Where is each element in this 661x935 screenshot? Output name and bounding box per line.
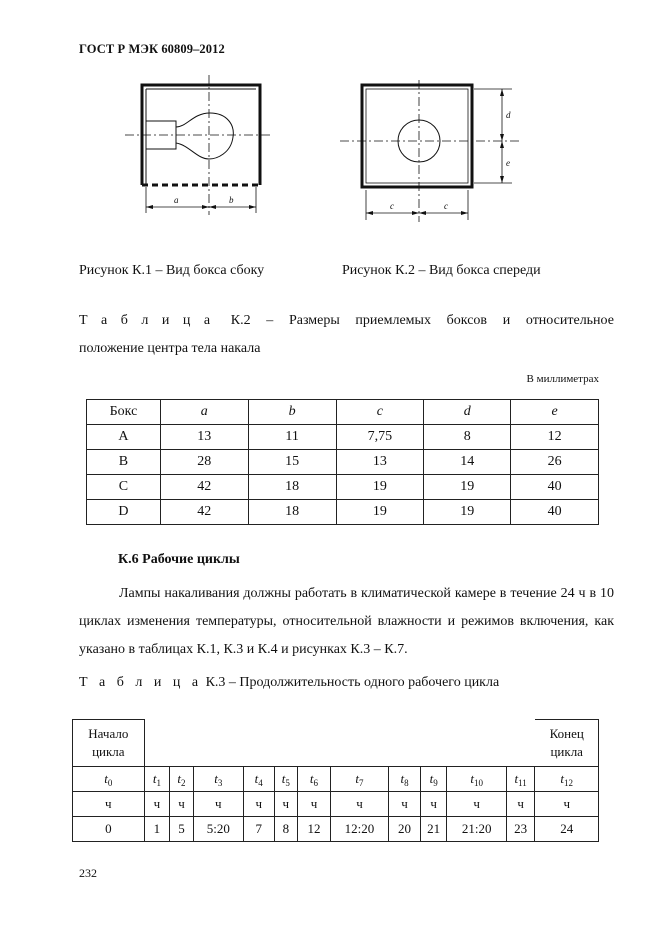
unit-cell: ч bbox=[243, 792, 274, 817]
table-row-symbols bbox=[73, 767, 599, 792]
time-symbol: t bbox=[177, 770, 182, 786]
table-cell: 18 bbox=[248, 500, 336, 525]
time-symbol: t bbox=[514, 770, 519, 786]
table-header-cell: c bbox=[336, 400, 424, 425]
table-cell: A bbox=[87, 425, 161, 450]
unit-cell: ч bbox=[389, 792, 421, 817]
time-symbol: t bbox=[254, 770, 259, 786]
table-header-cell: a bbox=[160, 400, 248, 425]
table-header-row bbox=[73, 720, 599, 767]
time-symbol: t bbox=[152, 770, 157, 786]
table-k2-title-word: относительное bbox=[525, 313, 614, 328]
time-symbol-index: 0 bbox=[107, 777, 113, 788]
time-symbol-index: 4 bbox=[258, 777, 263, 788]
time-symbol-index: 1 bbox=[156, 777, 161, 788]
time-symbol-cell bbox=[535, 767, 599, 792]
table-k3-title-label: Т а б л и ц а bbox=[79, 675, 203, 690]
figure-k1-side-view bbox=[125, 75, 270, 220]
table-cell: 13 bbox=[336, 450, 424, 475]
table-k2 bbox=[86, 399, 599, 525]
time-value-cell: 23 bbox=[506, 817, 535, 842]
table-cell: 19 bbox=[336, 475, 424, 500]
table-row bbox=[87, 475, 599, 500]
time-symbol-cell bbox=[389, 767, 421, 792]
table-cell: 15 bbox=[248, 450, 336, 475]
time-value-cell: 5 bbox=[170, 817, 194, 842]
time-symbol-index: 9 bbox=[433, 777, 438, 788]
table-cell: C bbox=[87, 475, 161, 500]
time-symbol: t bbox=[214, 770, 218, 786]
time-symbol: t bbox=[470, 770, 474, 786]
unit-cell: ч bbox=[506, 792, 535, 817]
unit-cell: ч bbox=[144, 792, 170, 817]
table-k3 bbox=[72, 719, 599, 842]
section-paragraph: Лампы накаливания должны работать в климатической камере в течение 24 ч в 10 циклах изменения температуры, относительной влажности и режимов включения, как указано в таблицах К.1, К.3 и К.4 и рисунках К.3 – К.7. bbox=[79, 586, 614, 657]
figure-k2-caption: Рисунок К.2 – Вид бокса спереди bbox=[342, 263, 541, 278]
table-cell: 7,75 bbox=[336, 425, 424, 450]
table-k2-title-label: Т а б л и ц а bbox=[79, 313, 216, 328]
dim-label-e: e bbox=[506, 158, 510, 168]
dim-label-c-left: c bbox=[390, 201, 394, 211]
table-cell: B bbox=[87, 450, 161, 475]
time-symbol-index: 7 bbox=[359, 777, 364, 788]
unit-cell: ч bbox=[170, 792, 194, 817]
table-cell: 18 bbox=[248, 475, 336, 500]
dim-label-d: d bbox=[506, 110, 511, 120]
table-cell: 8 bbox=[424, 425, 511, 450]
time-symbol-cell bbox=[243, 767, 274, 792]
table-row bbox=[87, 450, 599, 475]
time-value-cell: 21 bbox=[420, 817, 447, 842]
time-value-cell: 20 bbox=[389, 817, 421, 842]
table-k2-title-word: – bbox=[266, 313, 274, 328]
table-cell: 12 bbox=[511, 425, 599, 450]
dim-label-a: a bbox=[174, 195, 179, 205]
unit-cell: ч bbox=[274, 792, 298, 817]
table-k3-title bbox=[79, 675, 499, 691]
end-cycle-header: Конец цикла bbox=[535, 720, 599, 767]
start-cycle-header: Начало цикла bbox=[73, 720, 145, 767]
unit-cell: ч bbox=[193, 792, 243, 817]
table-cell: 13 bbox=[160, 425, 248, 450]
table-row bbox=[87, 500, 599, 525]
time-symbol: t bbox=[104, 770, 108, 786]
figure-k2-front-view bbox=[340, 80, 520, 225]
time-symbol-cell bbox=[506, 767, 535, 792]
table-cell: 19 bbox=[424, 500, 511, 525]
time-symbol-cell bbox=[274, 767, 298, 792]
time-symbol-cell bbox=[170, 767, 194, 792]
table-cell: 19 bbox=[424, 475, 511, 500]
table-cell: 14 bbox=[424, 450, 511, 475]
table-k2-title-word: боксов bbox=[446, 313, 488, 328]
table-header-row bbox=[87, 400, 599, 425]
unit-cell: ч bbox=[535, 792, 599, 817]
dim-label-b: b bbox=[229, 195, 234, 205]
empty-header-span bbox=[144, 720, 535, 767]
table-row-units bbox=[73, 792, 599, 817]
time-symbol: t bbox=[429, 770, 434, 786]
table-row bbox=[87, 425, 599, 450]
unit-cell: ч bbox=[73, 792, 145, 817]
table-cell: 40 bbox=[511, 500, 599, 525]
time-symbol: t bbox=[560, 770, 565, 786]
time-value-cell: 21:20 bbox=[447, 817, 506, 842]
table-k2-units: В миллиметрах bbox=[526, 373, 599, 385]
document-header: ГОСТ Р МЭК 60809–2012 bbox=[79, 42, 225, 56]
time-value-cell: 1 bbox=[144, 817, 170, 842]
table-k2-title bbox=[79, 313, 614, 329]
table-cell: 19 bbox=[336, 500, 424, 525]
table-header-cell: d bbox=[424, 400, 511, 425]
table-k2-title-word: приемлемых bbox=[355, 313, 431, 328]
unit-cell: ч bbox=[330, 792, 388, 817]
time-symbol-index: 2 bbox=[181, 777, 186, 788]
table-cell: 42 bbox=[160, 475, 248, 500]
time-value-cell: 12:20 bbox=[330, 817, 388, 842]
unit-cell: ч bbox=[447, 792, 506, 817]
table-header-cell: Бокс bbox=[87, 400, 161, 425]
time-symbol-index: 11 bbox=[518, 777, 527, 788]
table-cell: 26 bbox=[511, 450, 599, 475]
time-symbol: t bbox=[281, 770, 286, 786]
table-cell: 42 bbox=[160, 500, 248, 525]
time-symbol: t bbox=[400, 770, 405, 786]
table-k2-title-word: и bbox=[502, 313, 511, 328]
time-symbol-index: 8 bbox=[404, 777, 409, 788]
table-k2-title-line2: положение центра тела накала bbox=[79, 341, 261, 356]
time-symbol-index: 10 bbox=[473, 777, 483, 788]
dim-label-c-right: c bbox=[444, 201, 448, 211]
table-cell: D bbox=[87, 500, 161, 525]
table-cell: 40 bbox=[511, 475, 599, 500]
time-value-cell: 5:20 bbox=[193, 817, 243, 842]
time-symbol-cell bbox=[298, 767, 331, 792]
time-symbol: t bbox=[309, 770, 314, 786]
time-symbol-index: 3 bbox=[217, 777, 223, 788]
table-k2-title-word: Размеры bbox=[288, 313, 340, 328]
time-symbol: t bbox=[355, 770, 360, 786]
time-symbol-index: 6 bbox=[313, 777, 319, 788]
time-value-cell: 7 bbox=[243, 817, 274, 842]
unit-cell: ч bbox=[298, 792, 331, 817]
time-symbol-index: 5 bbox=[285, 777, 290, 788]
time-symbol-cell bbox=[330, 767, 388, 792]
table-cell: 28 bbox=[160, 450, 248, 475]
table-row-values bbox=[73, 817, 599, 842]
time-value-cell: 0 bbox=[73, 817, 145, 842]
time-value-cell: 8 bbox=[274, 817, 298, 842]
time-value-cell: 24 bbox=[535, 817, 599, 842]
table-cell: 11 bbox=[248, 425, 336, 450]
time-value-cell: 12 bbox=[298, 817, 331, 842]
time-symbol-cell bbox=[420, 767, 447, 792]
table-k3-title-text: К.3 – Продолжительность одного рабочего цикла bbox=[202, 675, 500, 690]
time-symbol-cell bbox=[144, 767, 170, 792]
unit-cell: ч bbox=[420, 792, 447, 817]
section-heading: К.6 Рабочие циклы bbox=[118, 552, 240, 567]
table-header-cell: e bbox=[511, 400, 599, 425]
page-number: 232 bbox=[79, 866, 97, 880]
time-symbol-index: 12 bbox=[564, 777, 574, 788]
time-symbol-cell bbox=[193, 767, 243, 792]
time-symbol-cell bbox=[73, 767, 145, 792]
table-header-cell: b bbox=[248, 400, 336, 425]
table-k2-title-word: К.2 bbox=[230, 313, 251, 328]
figure-k1-caption: Рисунок К.1 – Вид бокса сбоку bbox=[79, 263, 265, 278]
time-symbol-cell bbox=[447, 767, 506, 792]
